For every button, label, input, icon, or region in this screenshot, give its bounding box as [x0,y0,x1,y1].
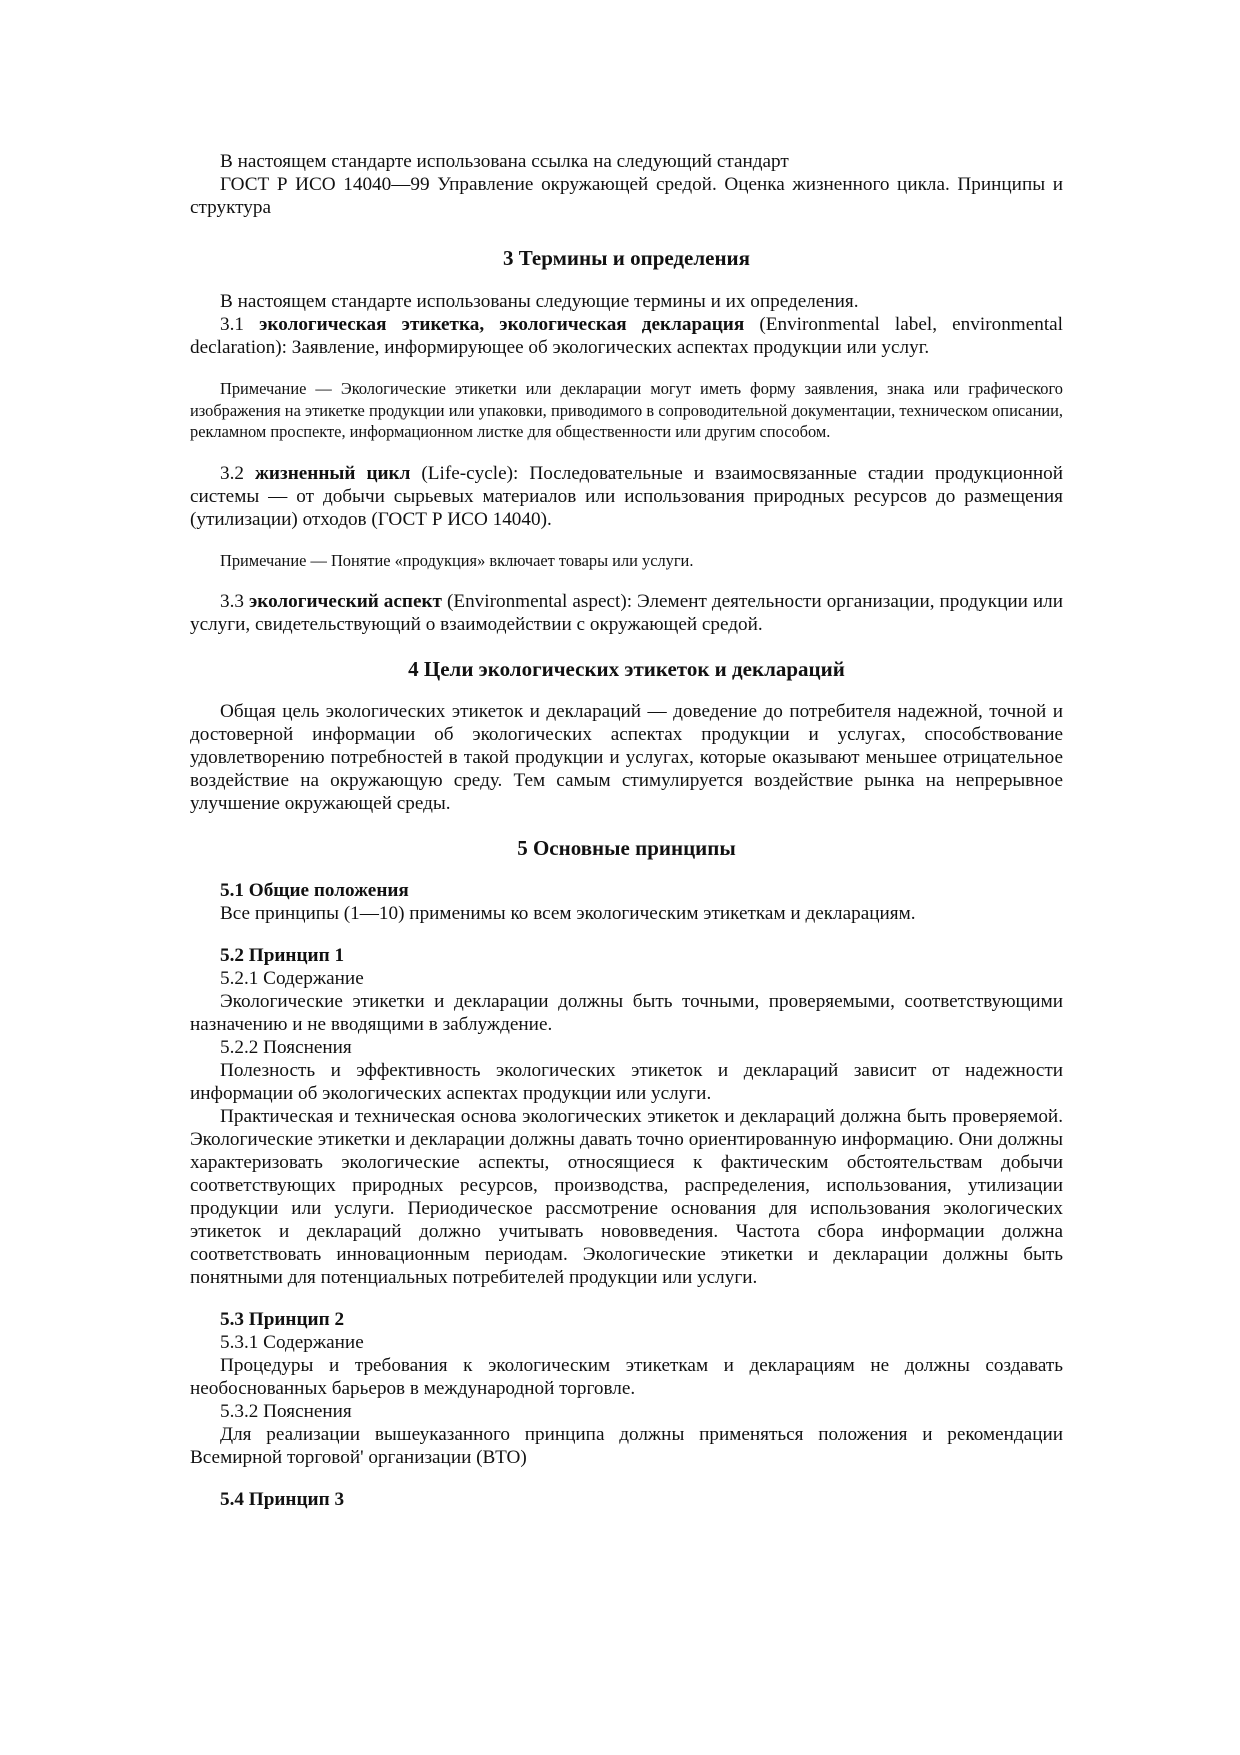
clause-5-2-2-text-2: Практическая и техническая основа экологических этикеток и деклараций должна быть проверяемой. Экологические этикетки и декларации должны давать точно ориентированную информацию. Они должны характеризовать экологические аспекты, относящиеся к фактическим обстоятельствам добычи соответствующих природных ресурсов, производства, распределения, использования, утилизации продукции или услуги. Периодическое рассмотрение основания для использования экологических этикеток и деклараций должно учитывать нововведения. Частота сбора информации должна соответствовать инновационным периодам. Экологические этикетки и декларации должны быть понятными для потенциальных потребителей продукции или услуги. [190,1106,1063,1288]
subsection-5-3-title: 5.3 Принцип 2 [220,1309,345,1330]
document-page [190,150,1063,1511]
subsection-5-2-title: 5.2 Принцип 1 [220,945,345,966]
term-3-3-name: экологический аспект [248,591,442,612]
subsection-5-1-text: Все принципы (1—10) применимы ко всем экологическим этикеткам и декларациям. [220,903,916,924]
subsection-5-1-title: 5.1 Общие положения [220,880,409,901]
clause-5-3-1-text: Процедуры и требования к экологическим этикеткам и декларациям не должны создавать необоснованных барьеров в международной торговле. [190,1355,1063,1399]
section-3-heading: 3 Термины и определения [502,246,751,270]
clause-5-2-2: 5.2.2 Пояснения [220,1037,352,1058]
clause-5-3-1: 5.3.1 Содержание [220,1332,364,1353]
term-3-1 [190,313,1063,359]
term-3-2-number: 3.2 [220,462,256,484]
reference-standard: ГОСТ Р ИСО 14040—99 Управление окружающей средой. Оценка жизненного цикла. Принципы и структура [190,174,1063,218]
clause-5-3-2: 5.3.2 Пояснения [220,1401,352,1422]
term-3-1-number: 3.1 [220,314,260,335]
term-3-2 [190,462,1063,531]
terms-intro: В настоящем стандарте использованы следующие термины и их определения. [220,291,859,312]
clause-5-2-2-text-1: Полезность и эффективность экологических этикеток и деклараций зависит от надежности информации об экологических аспектах продукции или услуги. [190,1060,1063,1104]
subsection-5-4-title: 5.4 Принцип 3 [220,1489,345,1510]
term-3-1-definition: (Environmental label, environmental declaration): Заявление, информирующее об экологических аспектах продукции или услуг. [190,314,1063,358]
clause-5-2-1: 5.2.1 Содержание [220,968,364,989]
term-3-3-number: 3.3 [220,591,249,612]
section-4-text: Общая цель экологических этикеток и деклараций — доведение до потребителя надежной, точной и достоверной информации об экологических аспектах продукции и услугах, способствование удовлетворению потребностей в такой продукции и услугах, которые оказывают меньшее отрицательное воздействие на окружающую среду. Тем самым стимулируется воздействие рынка на непрерывное улучшение окружающей среды. [190,701,1063,814]
note-3-1: Примечание — Экологические этикетки или декларации могут иметь форму заявления, знака или графического изображения на этикетке продукции или упаковки, приводимого в сопроводительной документации, техническом описании, рекламном проспекте, информационном листке для общественности или другим способом. [190,379,1063,441]
term-3-3-definition: (Environmental aspect): Элемент деятельности организации, продукции или услуги, свидетельствующий о взаимодействии с окружающей средой. [190,591,1063,635]
reference-intro: В настоящем стандарте использована ссылка на следующий стандарт [220,151,789,172]
clause-5-2-1-text: Экологические этикетки и декларации должны быть точными, проверяемыми, соответствующими назначению и не вводящими в заблуждение. [190,991,1063,1035]
note-3-2: Примечание — Понятие «продукция» включает товары или услуги. [220,550,694,570]
section-5-heading: 5 Основные принципы [517,836,736,860]
term-3-2-name: жизненный цикл [255,462,411,484]
term-3-2-definition: (Life-cycle): Последовательные и взаимосвязанные стадии продукционной системы — от добычи сырьевых материалов или использования природных ресурсов до размещения (утилизации) отходов (ГОСТ Р ИСО 14040). [190,462,1063,530]
term-3-1-name: экологическая этикетка, экологическая декларация [259,314,745,335]
term-3-3 [190,590,1063,636]
section-4-heading: 4 Цели экологических этикеток и деклараций [408,657,845,681]
clause-5-3-2-text: Для реализации вышеуказанного принципа должны применяться положения и рекомендации Всемирной торговой' организации (ВТО) [190,1424,1063,1468]
